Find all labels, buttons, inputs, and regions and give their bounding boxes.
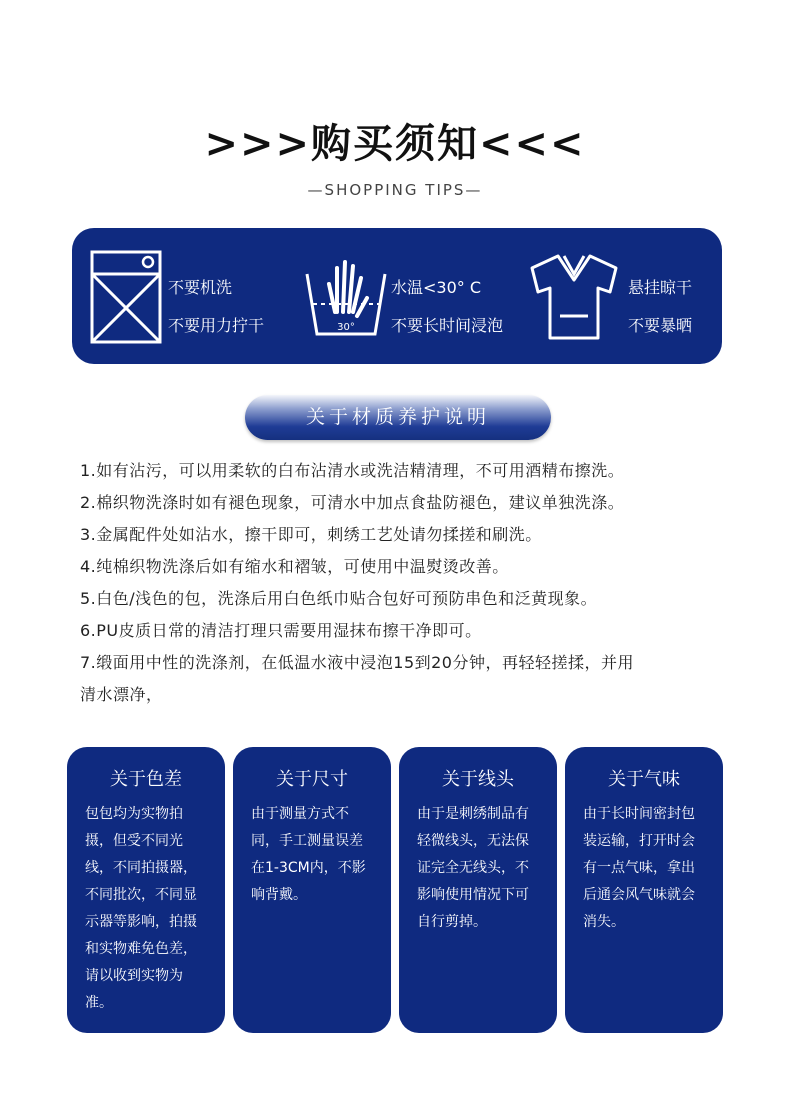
card-color-difference — [67, 747, 225, 1033]
card-title: 关于线头 — [442, 769, 514, 790]
care-item-hang-dry — [524, 228, 722, 364]
note-line: 6.PU皮质日常的清洁打理只需要用湿抹布擦干净即可。 — [80, 621, 482, 640]
care-notes-list — [80, 455, 730, 711]
card-body: 包包均为实物拍摄，但受不同光线，不同拍摄器，不同批次，不同显示器等影响，拍摄和实物难免色差，请以收到实物为准。 — [85, 806, 197, 1011]
shirt-hang-dry-icon — [528, 250, 620, 342]
care-text-3a: 悬挂晾干 — [628, 278, 693, 297]
care-text-1a: 不要机洗 — [168, 278, 233, 297]
care-item-no-machine-wash — [72, 228, 282, 364]
hand-wash-temp-label: 30° — [337, 322, 355, 333]
page-subtitle: —SHOPPING TIPS— — [307, 181, 483, 199]
care-text-2a: 水温<30° C — [391, 278, 482, 297]
note-line: 7.缎面用中性的洗涤剂，在低温水液中浸泡15到20分钟，再轻轻搓揉，并用 — [80, 653, 634, 672]
card-title: 关于尺寸 — [276, 769, 348, 790]
care-text-3b: 不要暴晒 — [628, 316, 693, 335]
care-text-2b: 不要长时间浸泡 — [391, 316, 504, 335]
section-heading: 关于材质养护说明 — [245, 395, 551, 440]
note-line: 4.纯棉织物洗涤后如有缩水和褶皱，可使用中温熨烫改善。 — [80, 557, 509, 576]
care-text-1b: 不要用力拧干 — [168, 316, 265, 335]
card-title: 关于气味 — [608, 769, 680, 790]
no-machine-wash-icon — [88, 248, 164, 346]
card-thread — [399, 747, 557, 1033]
card-body: 由于长时间密封包装运输，打开时会有一点气味，拿出后通会风气味就会消失。 — [583, 806, 695, 930]
hand-wash-30-icon — [303, 254, 389, 338]
card-body: 由于测量方式不同，手工测量误差在1-3CM内，不影响背戴。 — [251, 806, 366, 903]
info-cards — [67, 747, 723, 1033]
page-title: >>>购买须知<<< — [204, 120, 586, 167]
note-line: 3.金属配件处如沾水，擦干即可，刺绣工艺处请勿揉搓和刷洗。 — [80, 525, 542, 544]
care-instructions-bar — [72, 228, 722, 364]
card-body: 由于是刺绣制品有轻微线头，无法保证完全无线头，不影响使用情况下可自行剪掉。 — [417, 806, 529, 930]
note-line: 清水漂净， — [80, 685, 163, 704]
note-line: 5.白色/浅色的包，洗涤后用白色纸巾贴合包好可预防串色和泛黄现象。 — [80, 589, 598, 608]
card-odor — [565, 747, 723, 1033]
note-line: 1.如有沾污，可以用柔软的白布沾清水或洗洁精清理，不可用酒精布擦洗。 — [80, 461, 625, 480]
note-line: 2.棉织物洗涤时如有褪色现象，可清水中加点食盐防褪色，建议单独洗涤。 — [80, 493, 625, 512]
card-title: 关于色差 — [110, 769, 182, 790]
care-item-water-temp — [297, 228, 512, 364]
card-size — [233, 747, 391, 1033]
